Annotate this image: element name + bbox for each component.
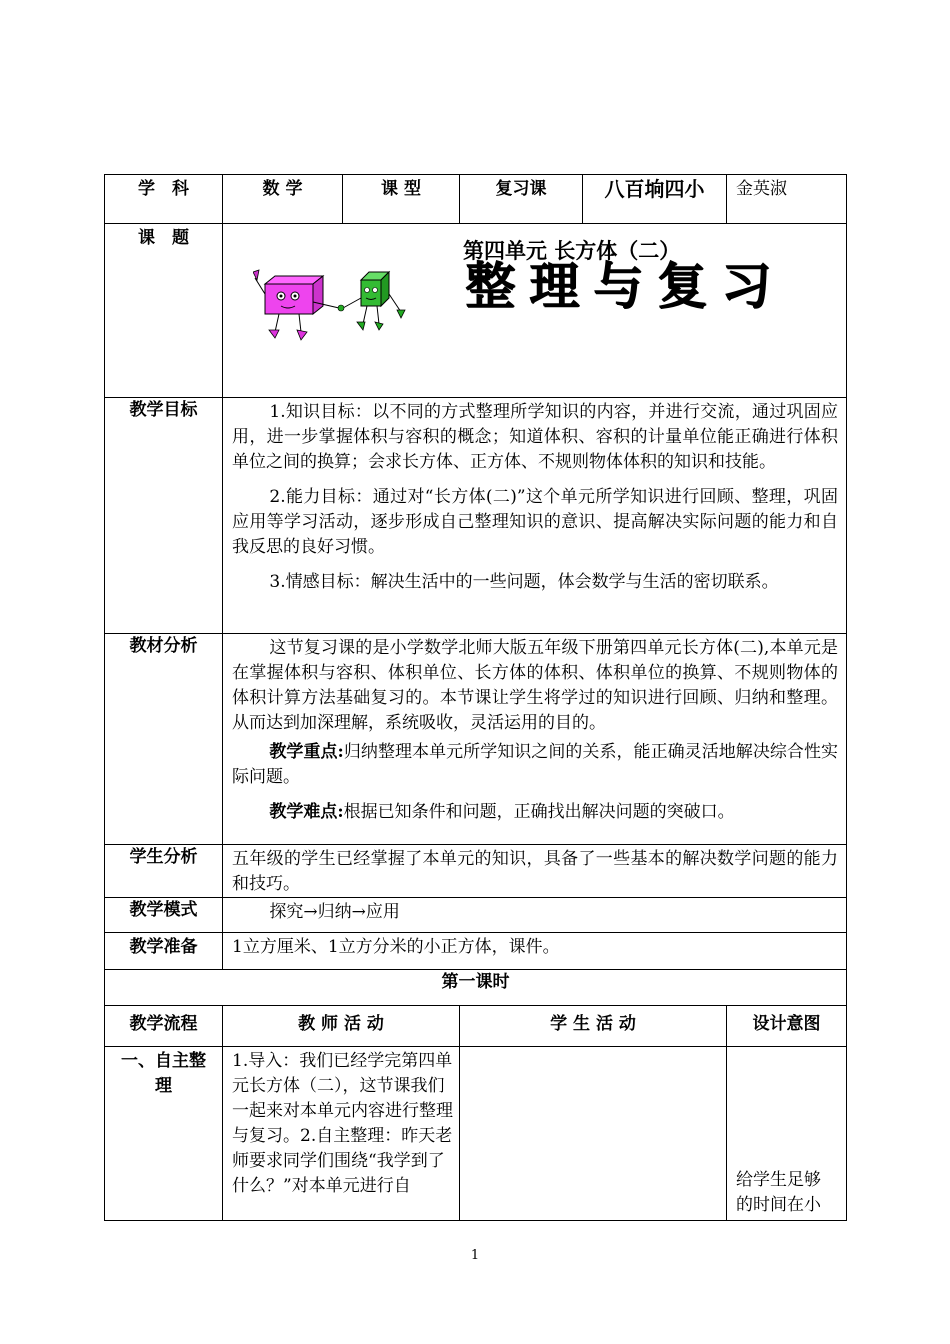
session-row (105, 970, 847, 1006)
prep-label: 教学准备 (105, 933, 223, 970)
step1-row (105, 1047, 847, 1221)
topic-cell (223, 224, 847, 398)
mode-cell (223, 898, 847, 933)
prep-text: 1立方厘米、1立方分米的小正方体，课件。 (223, 933, 847, 970)
school-name: 八百垧四小 (583, 175, 727, 224)
goal-emotion: 3.情感目标：解决生活中的一些问题，体会数学与生活的密切联系。 (269, 572, 779, 592)
key-point (232, 740, 838, 790)
flow-header: 教学流程 (105, 1006, 223, 1047)
teacher-activity-header: 教 师 活 动 (223, 1006, 460, 1047)
difficulty-text: 根据已知条件和问题，正确找出解决问题的突破口。 (343, 802, 735, 822)
materials-label: 教材分析 (105, 634, 223, 845)
step1-intent-text: 给学生足够的时间在小 (736, 1170, 821, 1215)
goals-label: 教学目标 (105, 398, 223, 634)
mode-label: 教学模式 (105, 898, 223, 933)
goals-row (105, 398, 847, 634)
prep-row (105, 933, 847, 970)
step1-intent-cell (727, 1047, 847, 1221)
mode-row (105, 898, 847, 933)
mode-text: 探究→归纳→应用 (269, 902, 400, 922)
subject-label: 学 科 (105, 175, 223, 224)
lesson-type-label: 课 型 (343, 175, 460, 224)
main-title: 整理与复习 (465, 257, 785, 315)
unit-title: 第四单元 长方体（二） (463, 238, 681, 263)
step1-student-cell (460, 1047, 727, 1221)
cube-characters-image (253, 264, 423, 362)
materials-analysis: 这节复习课的是小学数学北师大版五年级下册第四单元长方体(二),本单元是在掌握体积与容积、体积单位、长方体的体积、体积单位的换算、不规则物体的体积计算方法基础复习的。本节课让学生将学过的知识进行回顾、归纳和整理。从而达到加深理解，系统吸收，灵活运用的目的。 (232, 638, 838, 733)
materials-cell (223, 634, 847, 845)
step1-label (105, 1047, 223, 1221)
step1-teacher-cell (223, 1047, 460, 1221)
goals-cell (223, 398, 847, 634)
process-header-row (105, 1006, 847, 1047)
lesson-plan-table (104, 174, 847, 1221)
teacher-name: 金英淑 (727, 175, 847, 224)
cuboid-cartoon-icon (253, 264, 423, 354)
students-label: 学生分析 (105, 845, 223, 898)
key-point-label: 教学重点: (269, 742, 344, 762)
lesson-type-value: 复习课 (460, 175, 583, 224)
difficulty-label: 教学难点: (269, 802, 344, 822)
students-text: 五年级的学生已经掌握了本单元的知识，具备了一些基本的解决数学问题的能力和技巧。 (223, 845, 847, 898)
materials-row (105, 634, 847, 845)
page-number: 1 (470, 1248, 480, 1263)
topic-row (105, 224, 847, 398)
header-row (105, 175, 847, 224)
subject-value: 数 学 (223, 175, 343, 224)
goal-ability: 2.能力目标：通过对“长方体(二)”这个单元所学知识进行回顾、整理，巩固应用等学习活动，逐步形成自己整理知识的意识、提高解决实际问题的能力和自我反思的良好习惯。 (232, 487, 838, 557)
key-point-text: 归纳整理本单元所学知识之间的关系，能正确灵活地解决综合性实际问题。 (232, 742, 838, 787)
step1-teacher-text: 1.导入：我们已经学完第四单元长方体（二），这节课我们一起来对本单元内容进行整理与复习。2.自主整理：昨天老师要求同学们围绕“我学到了什么？”对本单元进行自 (232, 1051, 453, 1196)
student-activity-header: 学 生 活 动 (460, 1006, 727, 1047)
session-title: 第一课时 (105, 970, 847, 1006)
intent-header: 设计意图 (727, 1006, 847, 1047)
topic-label: 课 题 (105, 224, 223, 398)
step1-label-text: 一、自主整理 (121, 1051, 206, 1096)
students-row (105, 845, 847, 898)
difficulty (232, 800, 838, 825)
goal-knowledge: 1.知识目标：以不同的方式整理所学知识的内容，并进行交流，通过巩固应用，进一步掌握体积与容积的概念；知道体积、容积的计量单位能正确进行体积单位之间的换算；会求长方体、正方体、不规则物体体积的知识和技能。 (232, 402, 838, 472)
